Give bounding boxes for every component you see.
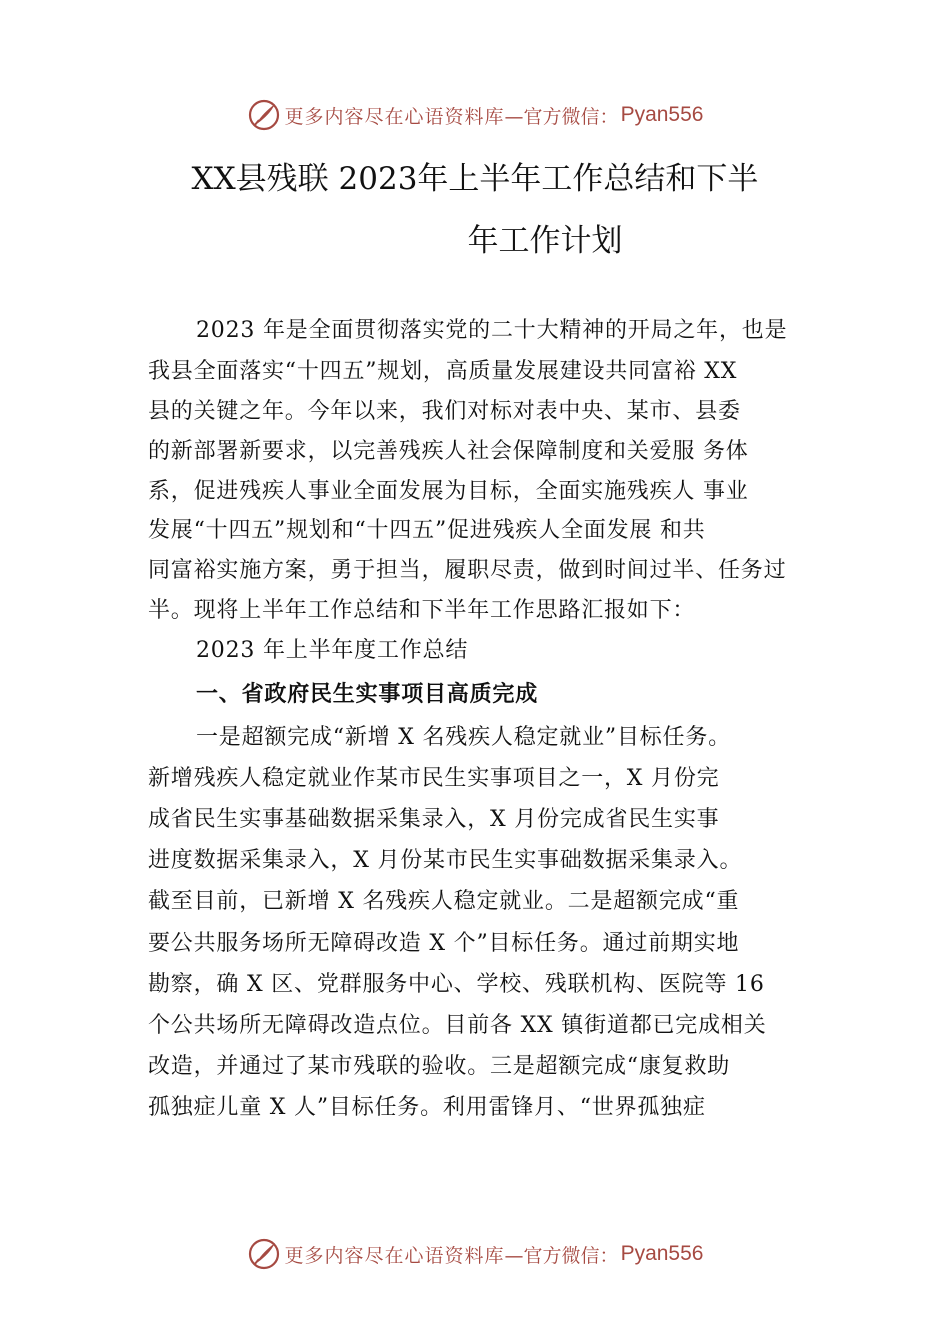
document-title-line-1: XX县残联 2023年上半年工作总结和下半 <box>191 161 759 197</box>
section-heading: 一、省政府民生实事项目高质完成 <box>196 682 539 707</box>
watermark-text: 更多内容尽在心语资料库 <box>284 1244 505 1267</box>
section-subtitle: 2023 年上半年度工作总结 <box>196 638 469 663</box>
watermark-text: 更多内容尽在心语资料库 <box>284 105 505 128</box>
body-line: 一是超额完成“新增 X 名残疾人稳定就业”目标任务。 <box>196 725 731 750</box>
body-line: 新增残疾人稳定就业作某市民生实事项目之一，X 月份完 <box>148 766 720 791</box>
body-line: 发展“十四五”规划和“十四五”促进残疾人全面发展 和共 <box>148 518 706 543</box>
body-line: 系，促进残疾人事业全面发展为目标，全面实施残疾人 事业 <box>148 479 749 504</box>
body-line: 进度数据采集录入，X 月份某市民生实事础数据采集录入。 <box>148 848 743 873</box>
body-line: 孤独症儿童 X 人”目标任务。利用雷锋月、“世界孤独症 <box>148 1095 706 1120</box>
quill-logo-icon <box>247 1237 281 1271</box>
footer-watermark <box>0 1234 950 1274</box>
body-line: 要公共服务场所无障碍改造 X 个”目标任务。通过前期实地 <box>148 931 740 956</box>
watermark-id: Pyan556 <box>620 1242 704 1265</box>
header-watermark <box>0 95 950 135</box>
document-title-line-2: 年工作计划 <box>467 223 623 259</box>
body-line: 截至目前，已新增 X 名残疾人稳定就业。二是超额完成“重 <box>148 889 740 914</box>
body-line: 勘察，确 X 区、党群服务中心、学校、残联机构、医院等 16 <box>148 972 765 997</box>
body-line: 2023 年是全面贯彻落实党的二十大精神的开局之年，也是 <box>196 318 788 343</box>
body-line: 同富裕实施方案，勇于担当，履职尽责，做到时间过半、任务过 <box>148 558 787 583</box>
body-line: 的新部署新要求，以完善残疾人社会保障制度和关爱服 务体 <box>148 439 749 464</box>
watermark-id: Pyan556 <box>620 103 704 126</box>
watermark-separator: —官方微信： <box>504 1244 619 1267</box>
body-line: 半。现将上半年工作总结和下半年工作思路汇报如下： <box>148 598 696 623</box>
body-line: 改造，并通过了某市残联的验收。三是超额完成“康复救助 <box>148 1054 731 1079</box>
watermark-separator: —官方微信： <box>504 105 619 128</box>
body-line: 成省民生实事基础数据采集录入，X 月份完成省民生实事 <box>148 807 720 832</box>
body-line: 县的关键之年。今年以来，我们对标对表中央、某市、县委 <box>148 399 741 424</box>
body-line: 我县全面落实“十四五”规划，高质量发展建设共同富裕 XX <box>148 359 738 384</box>
body-line: 个公共场所无障碍改造点位。目前各 XX 镇街道都已完成相关 <box>148 1013 767 1038</box>
quill-logo-icon <box>247 98 281 132</box>
